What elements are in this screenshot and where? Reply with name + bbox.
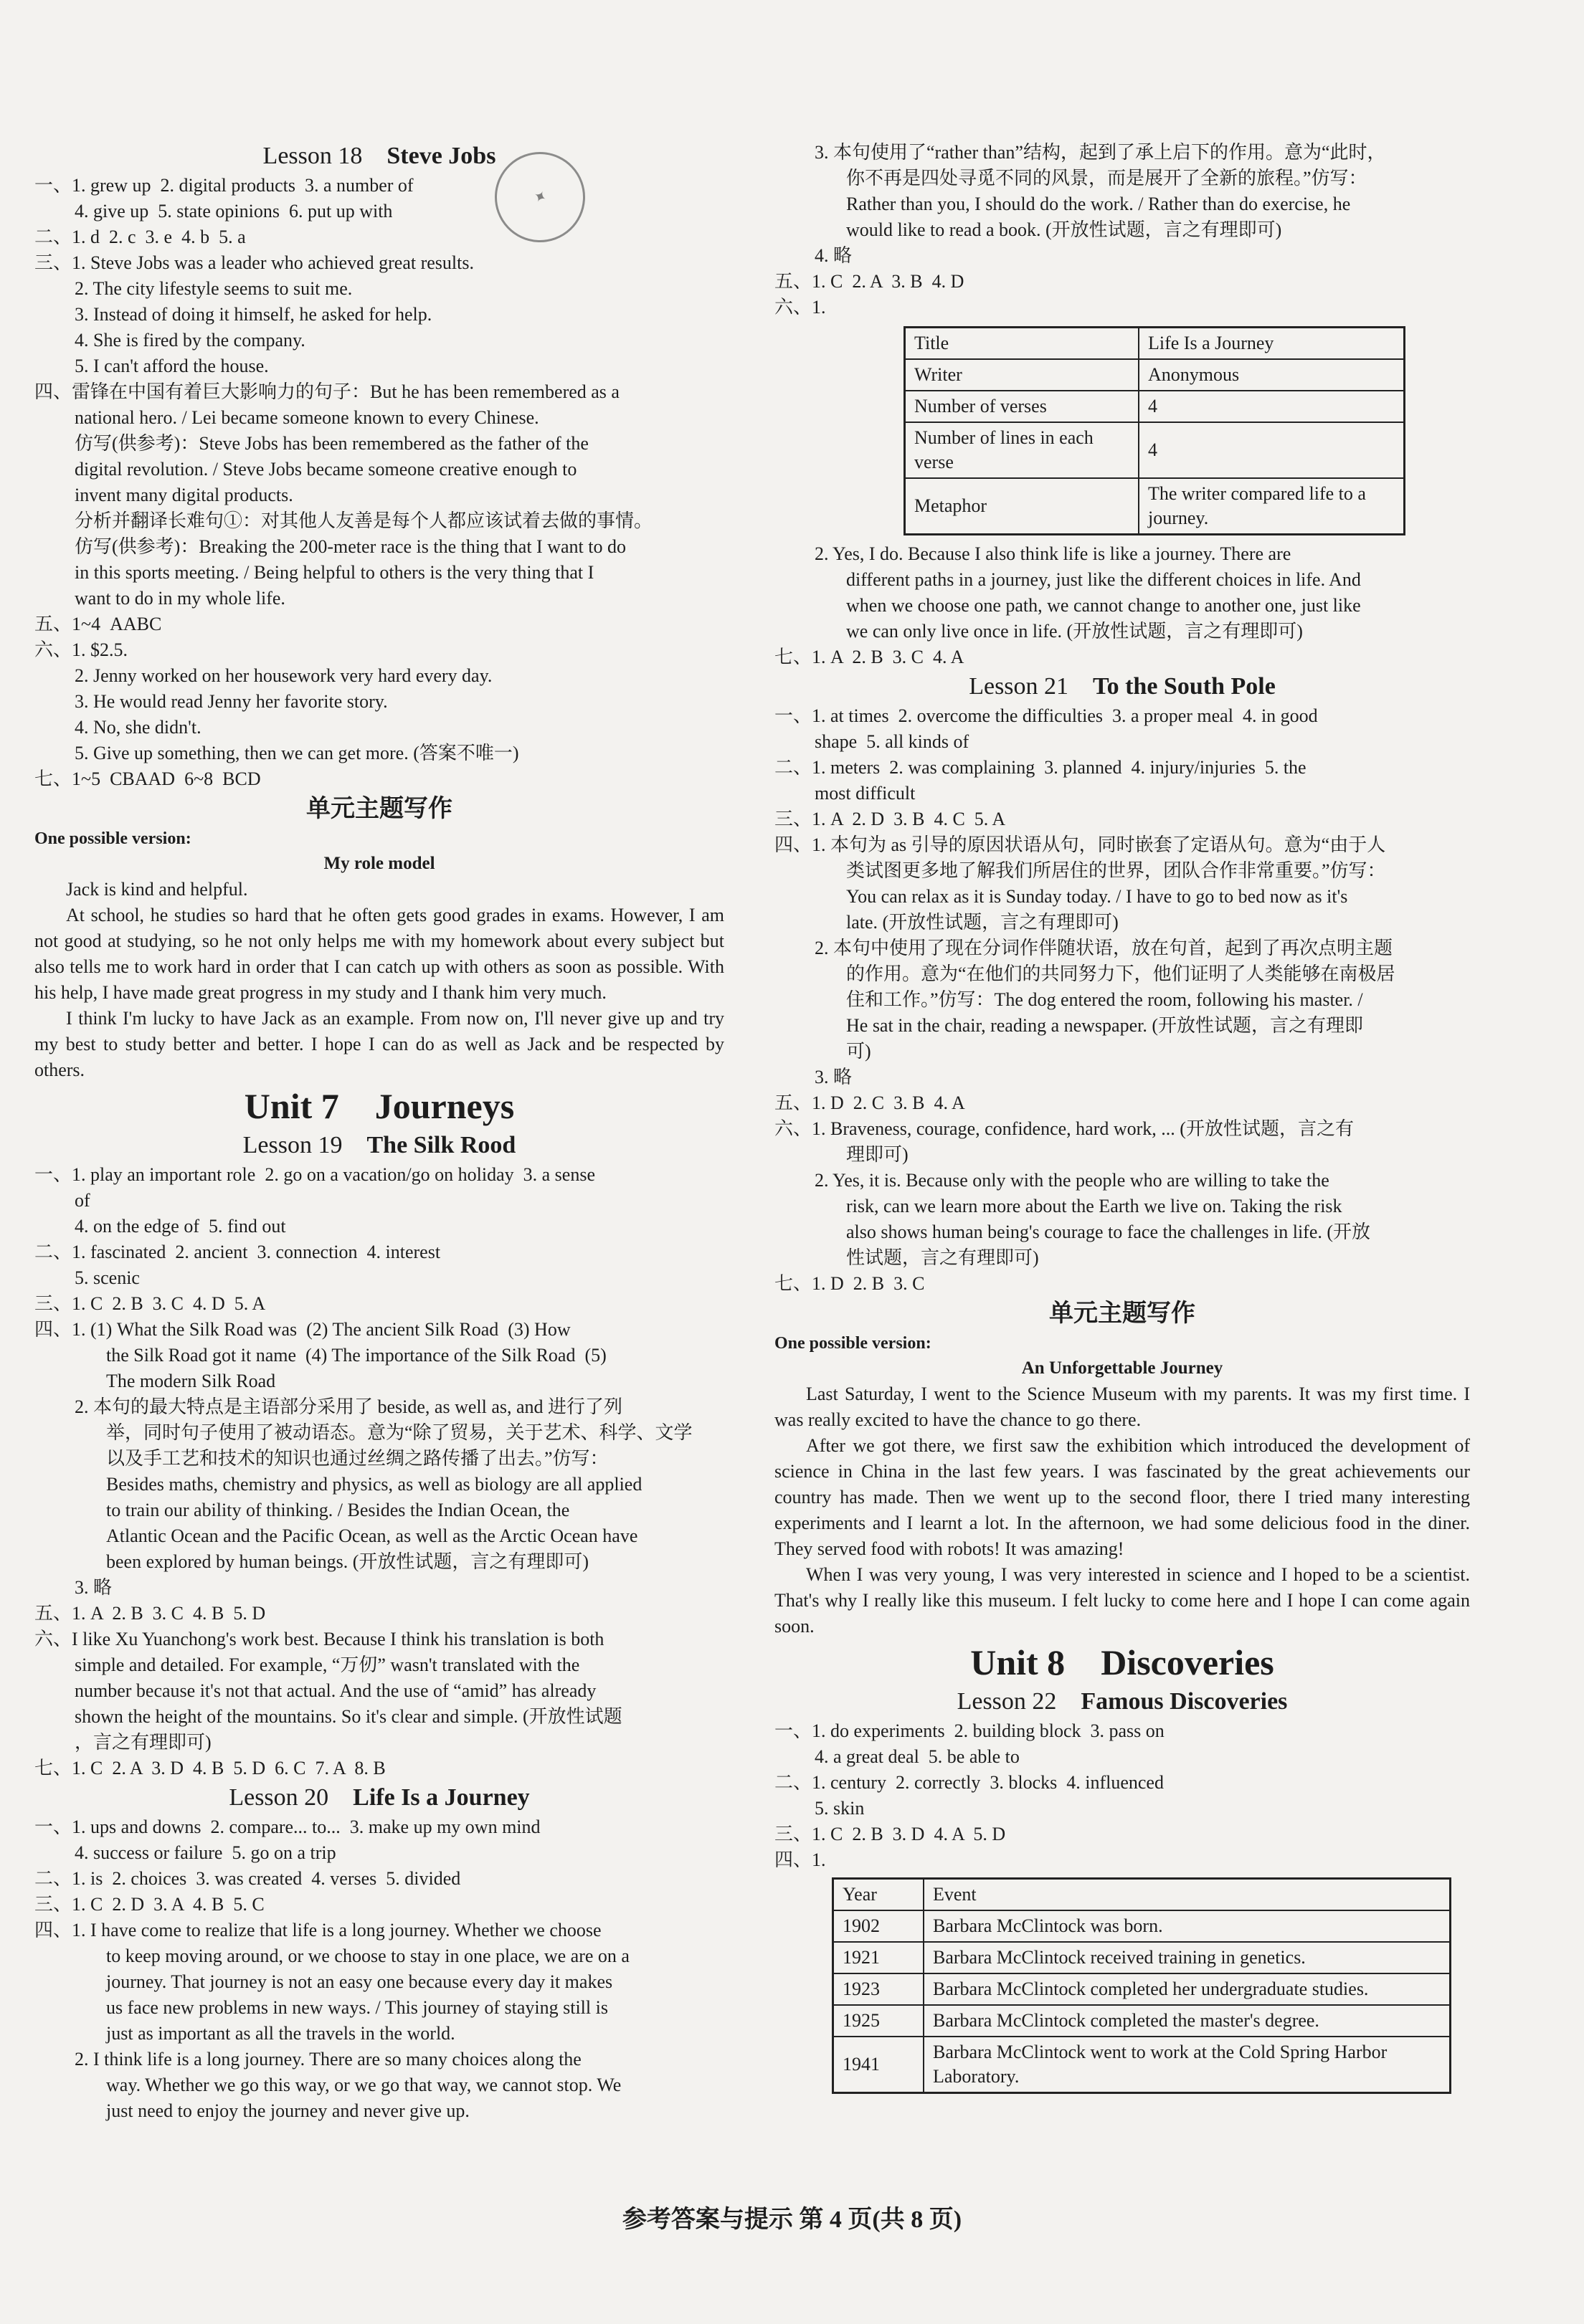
answer-line: we can only live once in life. (开放性试题，言之有理即可): [846, 621, 1303, 642]
table-row: [833, 2005, 1451, 2037]
heading-title: Journeys: [374, 1086, 515, 1126]
event-cell: Barbara McClintock completed her undergraduate studies.: [924, 1973, 1451, 2005]
answer-line: 四、1. I have come to realize that life is a long journey. Whether we choose: [34, 1920, 602, 1940]
answer-line: of: [75, 1190, 90, 1211]
section-heading: 单元主题写作: [1049, 1300, 1195, 1327]
composition-paragraph: After we got there, we first saw the exhibition which introduced the development of science in China in the last few years. I was fascinated by the great achievements our country has made. Then we went up to the second floor, there I tried many interesting experiments and I learnt a lot. In the afternoon, we had some delicious food in the diner. They served food with robots! It was amazing!: [774, 1435, 1475, 1559]
answer-line: Rather than you, I should do the work. / Rather than do exercise, he: [846, 194, 1351, 214]
answer-line: 三、1. C 2. B 3. D 4. A 5. D: [774, 1824, 1006, 1844]
answer-line: 六、1. $2.5.: [34, 639, 128, 660]
heading-number: Lesson 21: [969, 673, 1069, 700]
answer-line: You can relax as it is Sunday today. / I have to go to bed now as it's: [846, 886, 1348, 907]
event-cell: Barbara McClintock was born.: [924, 1910, 1451, 1942]
answer-line: 4. give up 5. state opinions 6. put up with: [75, 201, 393, 222]
answer-line: 七、1. A 2. B 3. C 4. A: [774, 647, 964, 667]
answer-line: 七、1. D 2. B 3. C: [774, 1273, 925, 1294]
answer-line: 五、1. C 2. A 3. B 4. D: [774, 271, 964, 292]
answer-line: 3. 略: [75, 1577, 113, 1598]
answer-line: when we choose one path, we cannot change to another one, just like: [846, 595, 1361, 616]
answer-line: 可): [846, 1041, 871, 1062]
table-value-cell: The writer compared life to a journey.: [1139, 478, 1405, 535]
heading-title: Steve Jobs: [386, 143, 496, 169]
section-heading: 单元主题写作: [306, 796, 452, 822]
heading-number: Lesson 20: [229, 1784, 329, 1811]
answer-line: 住和工作。”仿写：The dog entered the room, following his master. /: [846, 989, 1363, 1010]
answer-line: 5. scenic: [75, 1267, 140, 1288]
table-row: [833, 2037, 1451, 2093]
answer-line: in this sports meeting. / Being helpful to others is the very thing that I: [75, 562, 594, 583]
year-cell: 1941: [833, 2037, 924, 2093]
answer-line: 仿写(供参考)：Breaking the 200-meter race is the thing that I want to do: [75, 536, 626, 557]
answer-line: shape 5. all kinds of: [815, 731, 969, 752]
heading-title: Discoveries: [1101, 1642, 1274, 1682]
answer-line: 三、1. C 2. D 3. A 4. B 5. C: [34, 1894, 265, 1915]
composition-paragraph: Last Saturday, I went to the Science Museum with my parents. It was my first time. I was really excited to have the chance to go there.: [774, 1384, 1475, 1430]
composition-paragraph: At school, he studies so hard that he often gets good grades in exams. However, I am not good at studying, so he not only helps me with my homework about every subject but also tells me to work hard in order that I can catch up with others as soon as possible. With his help, I have made great progress in my study and I thank him very much.: [34, 905, 729, 1003]
answer-line: 类试图更多地了解我们所居住的世界，团队合作非常重要。”仿写：: [846, 860, 1386, 881]
answer-line: 2. Jenny worked on her housework very hard every day.: [75, 665, 493, 686]
answer-line: 分析并翻译长难句①：对其他人友善是每个人都应该试着去做的事情。: [75, 510, 653, 531]
lesson-heading: [34, 1129, 724, 1162]
answer-line: different paths in a journey, just like the different choices in life. And: [846, 569, 1361, 590]
table-value-cell: Anonymous: [1139, 359, 1405, 391]
year-header: Year: [833, 1879, 924, 1911]
answer-line: late. (开放性试题，言之有理即可): [846, 912, 1119, 933]
answer-line: 以及手工艺和技术的知识也通过丝绸之路传播了出去。”仿写：: [106, 1448, 609, 1469]
table-header-row: [833, 1879, 1451, 1911]
event-cell: Barbara McClintock went to work at the Cold Spring Harbor Laboratory.: [924, 2037, 1451, 2093]
answer-line: 2. 本句的最大特点是主语部分采用了 beside, as well as, and 进行了列: [75, 1396, 623, 1417]
answer-line: digital revolution. / Steve Jobs became someone creative enough to: [75, 459, 577, 480]
table-value-cell: 4: [1139, 422, 1405, 478]
heading-number: Lesson 19: [242, 1132, 343, 1158]
answer-line: 3. 本句使用了“rather than”结构，起到了承上启下的作用。意为“此时，: [815, 142, 1386, 163]
table-row: [833, 1910, 1451, 1942]
answer-line: 一、1. do experiments 2. building block 3. pass on: [774, 1720, 1165, 1741]
answer-line: 3. 略: [815, 1067, 853, 1087]
answer-line: 的作用。意为“在他们的共同努力下，他们证明了人类能够在南极居: [846, 963, 1395, 984]
answer-line: 四、1. (1) What the Silk Road was (2) The ancient Silk Road (3) How: [34, 1319, 571, 1340]
answer-line: 4. a great deal 5. be able to: [815, 1746, 1020, 1767]
table-key-cell: Title: [905, 328, 1139, 360]
table-row: [833, 1973, 1451, 2005]
answer-line: 一、1. ups and downs 2. compare... to... 3. make up my own mind: [34, 1816, 541, 1837]
answer-line: 二、1. d 2. c 3. e 4. b 5. a: [34, 227, 246, 247]
version-label: One possible version:: [34, 829, 191, 848]
answer-line: 2. Yes, it is. Because only with the people who are willing to take the: [815, 1170, 1329, 1191]
answer-line: 仿写(供参考)：Steve Jobs has been remembered as the father of the: [75, 433, 589, 454]
answer-line: 5. I can't afford the house.: [75, 356, 269, 376]
answer-line: 五、1~4 AABC: [34, 614, 162, 634]
table-key-cell: Metaphor: [905, 478, 1139, 535]
answer-line: 三、1. Steve Jobs was a leader who achieved great results.: [34, 252, 474, 273]
answer-line: want to do in my whole life.: [75, 588, 285, 609]
table-value-cell: 4: [1139, 391, 1405, 422]
answer-line: 三、1. C 2. B 3. C 4. D 5. A: [34, 1293, 266, 1314]
answer-line: 四、1.: [774, 1849, 826, 1870]
answer-line: most difficult: [815, 783, 916, 804]
lesson-heading: [774, 670, 1470, 703]
answer-line: just need to enjoy the journey and never give up.: [106, 2100, 470, 2121]
right-column: [774, 140, 1475, 2098]
answer-line: 一、1. at times 2. overcome the difficulties 3. a proper meal 4. in good: [774, 705, 1318, 726]
answer-line: 性试题，言之有理即可): [846, 1247, 1039, 1268]
answer-line: 2. The city lifestyle seems to suit me.: [75, 278, 353, 299]
table-key-cell: Writer: [905, 359, 1139, 391]
answer-line: 5. Give up something, then we can get more. (答案不唯一): [75, 743, 519, 763]
table-row: [905, 359, 1405, 391]
answer-line: national hero. / Lei became someone known to every Chinese.: [75, 407, 539, 428]
answer-line: invent many digital products.: [75, 485, 293, 505]
year-cell: 1902: [833, 1910, 924, 1942]
answer-line: 4. No, she didn't.: [75, 717, 201, 738]
answer-line: 七、1~5 CBAAD 6~8 BCD: [34, 768, 261, 789]
unit-heading: [34, 1083, 724, 1129]
year-cell: 1923: [833, 1973, 924, 2005]
answer-line: 4. on the edge of 5. find out: [75, 1216, 286, 1237]
page-footer: 参考答案与提示 第 4 页(共 8 页): [622, 2206, 962, 2233]
composition-title: An Unforgettable Journey: [1021, 1358, 1223, 1378]
heading-number: Unit 8: [970, 1642, 1066, 1682]
answer-line: 二、1. is 2. choices 3. was created 4. verses 5. divided: [34, 1868, 461, 1889]
heading-number: Lesson 18: [262, 143, 363, 169]
answer-line: 4. success or failure 5. go on a trip: [75, 1842, 336, 1863]
answer-line: way. Whether we go this way, or we go that way, we cannot stop. We: [106, 2075, 622, 2095]
answer-line: 2. Yes, I do. Because I also think life is like a journey. There are: [815, 543, 1291, 564]
answer-line: to train our ability of thinking. / Besides the Indian Ocean, the: [106, 1500, 570, 1520]
table-row: [905, 478, 1405, 535]
year-cell: 1925: [833, 2005, 924, 2037]
answer-line: Atlantic Ocean and the Pacific Ocean, as well as the Arctic Ocean have: [106, 1525, 638, 1546]
answer-line: Besides maths, chemistry and physics, as well as biology are all applied: [106, 1474, 642, 1495]
answer-line: 三、1. A 2. D 3. B 4. C 5. A: [774, 809, 1006, 829]
year-cell: 1921: [833, 1942, 924, 1973]
answer-line: 你不再是四处寻觅不同的风景，而是展开了全新的旅程。”仿写：: [846, 168, 1367, 189]
answer-line: 四、1. 本句为 as 引导的原因状语从句，同时嵌套了定语从句。意为“由于人: [774, 834, 1386, 855]
answer-line: 六、1.: [774, 297, 826, 318]
table-row: [833, 1942, 1451, 1973]
stamp-icon: ✦: [480, 137, 599, 257]
answer-line: number because it's not that actual. And the use of “amid” has already: [75, 1680, 597, 1701]
answer-line: The modern Silk Road: [106, 1371, 276, 1391]
answer-line: 举，同时句子使用了被动语态。意为“除了贸易，关于艺术、科学、文学: [106, 1422, 693, 1443]
answer-line: 4. 略: [815, 245, 853, 266]
answer-line: 4. She is fired by the company.: [75, 330, 305, 351]
answer-line: 二、1. meters 2. was complaining 3. planned 4. injury/injuries 5. the: [774, 757, 1306, 778]
answer-line: 二、1. century 2. correctly 3. blocks 4. influenced: [774, 1772, 1164, 1793]
answer-line: us face new problems in new ways. / This journey of staying still is: [106, 1997, 608, 2018]
answer-line: 2. I think life is a long journey. There are so many choices along the: [75, 2049, 582, 2070]
lesson-heading: [34, 140, 724, 173]
answer-line: 理即可): [846, 1144, 909, 1165]
answer-line: 四、雷锋在中国有着巨大影响力的句子：But he has been remembered as a: [34, 381, 620, 402]
event-cell: Barbara McClintock received training in genetics.: [924, 1942, 1451, 1973]
answer-line: shown the height of the mountains. So it's clear and simple. (开放性试题: [75, 1706, 622, 1727]
table-key-cell: Number of lines in each verse: [905, 422, 1139, 478]
composition-paragraph: When I was very young, I was very interested in science and I hoped to be a scientist. That's why I really like this museum. I felt lucky to come here and I hope I can come again soon.: [774, 1564, 1475, 1637]
lesson-heading: [34, 1781, 724, 1814]
heading-title: Life Is a Journey: [353, 1784, 530, 1811]
answer-line: 六、I like Xu Yuanchong's work best. Because I think his translation is both: [34, 1629, 604, 1649]
answer-line: ，言之有理即可): [75, 1732, 212, 1753]
answer-line: 3. Instead of doing it himself, he asked for help.: [75, 304, 432, 325]
answer-line: risk, can we learn more about the Earth we live on. Taking the risk: [846, 1196, 1342, 1216]
answer-line: would like to read a book. (开放性试题，言之有理即可): [846, 219, 1282, 240]
answer-line: just as important as all the travels in the world.: [106, 2023, 455, 2044]
unit-heading: [774, 1639, 1470, 1685]
heading-title: Famous Discoveries: [1081, 1688, 1288, 1715]
timeline-table: [832, 1877, 1451, 2094]
answer-line: to keep moving around, or we choose to stay in one place, we are on a: [106, 1946, 630, 1966]
answer-line: He sat in the chair, reading a newspaper. (开放性试题，言之有理即: [846, 1015, 1364, 1036]
answer-line: 3. He would read Jenny her favorite story.: [75, 691, 388, 712]
answer-line: 五、1. A 2. B 3. C 4. B 5. D: [34, 1603, 266, 1624]
composition-title: My role model: [323, 854, 435, 873]
answer-line: simple and detailed. For example, “万仞” wasn't translated with the: [75, 1654, 580, 1675]
answer-line: also shows human being's courage to face the challenges in life. (开放: [846, 1221, 1371, 1242]
composition-paragraph: I think I'm lucky to have Jack as an example. From now on, I'll never give up and try my best to study better and better. I hope I can do as well as Jack and be respected by others.: [34, 1008, 729, 1080]
answer-line: 一、1. grew up 2. digital products 3. a number of: [34, 175, 414, 196]
answer-line: journey. That journey is not an easy one because every day it makes: [106, 1971, 613, 1992]
answer-line: the Silk Road got it name (4) The importance of the Silk Road (5): [106, 1345, 607, 1366]
version-label: One possible version:: [774, 1334, 931, 1353]
event-header: Event: [924, 1879, 1451, 1911]
answer-line: 二、1. fascinated 2. ancient 3. connection 4. interest: [34, 1242, 441, 1262]
heading-title: The Silk Rood: [366, 1132, 516, 1158]
table-value-cell: Life Is a Journey: [1139, 328, 1405, 360]
answer-line: 一、1. play an important role 2. go on a vacation/go on holiday 3. a sense: [34, 1164, 595, 1185]
answer-line: 六、1. Braveness, courage, confidence, hard work, ... (开放性试题，言之有: [774, 1118, 1354, 1139]
table-row: [905, 391, 1405, 422]
lesson-heading: [774, 1685, 1470, 1718]
table-key-cell: Number of verses: [905, 391, 1139, 422]
event-cell: Barbara McClintock completed the master's degree.: [924, 2005, 1451, 2037]
table-row: [905, 422, 1405, 478]
poem-info-table: [904, 326, 1405, 535]
answer-line: 五、1. D 2. C 3. B 4. A: [774, 1092, 965, 1113]
answer-line: 2. 本句中使用了现在分词作伴随状语，放在句首，起到了再次点明主题: [815, 938, 1393, 958]
answer-line: 5. skin: [815, 1798, 865, 1819]
left-column: [34, 140, 729, 2124]
table-row: [905, 328, 1405, 360]
heading-title: To the South Pole: [1093, 673, 1276, 700]
heading-number: Lesson 22: [957, 1688, 1057, 1715]
answer-line: been explored by human beings. (开放性试题，言之有理即可): [106, 1551, 589, 1572]
right-middle-block: [774, 541, 1475, 1873]
heading-number: Unit 7: [244, 1086, 339, 1126]
right-top-block: [774, 140, 1470, 320]
composition-paragraph: Jack is kind and helpful.: [66, 879, 248, 900]
answer-line: 七、1. C 2. A 3. D 4. B 5. D 6. C 7. A 8. B: [34, 1758, 386, 1778]
